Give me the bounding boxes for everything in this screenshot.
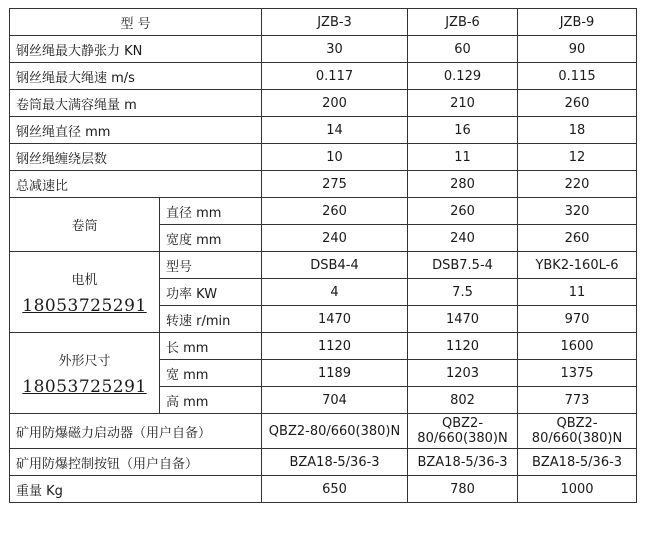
cell-value: 11 — [408, 144, 518, 171]
row-label: 钢丝绳缠绕层数 — [10, 144, 262, 171]
cell-value: 14 — [262, 117, 408, 144]
cell-value: 275 — [262, 171, 408, 198]
group-label-drum: 卷筒 — [10, 198, 160, 252]
sub-label: 长 mm — [160, 333, 262, 360]
table-row — [10, 144, 637, 171]
sub-label: 宽 mm — [160, 360, 262, 387]
cell-value: 802 — [408, 387, 518, 414]
cell-value: 1189 — [262, 360, 408, 387]
cell-value: QBZ2-80/660(380)N — [518, 414, 637, 449]
cell-value: 260 — [518, 225, 637, 252]
cell-value: 240 — [408, 225, 518, 252]
model-header: JZB-6 — [408, 9, 518, 36]
sub-label: 直径 mm — [160, 198, 262, 225]
table-row — [10, 476, 637, 503]
cell-value: 1203 — [408, 360, 518, 387]
cell-value: 16 — [408, 117, 518, 144]
cell-value: QBZ2-80/660(380)N — [408, 414, 518, 449]
cell-value: 1470 — [262, 306, 408, 333]
header-label: 型 号 — [10, 9, 262, 36]
row-label: 重量 Kg — [10, 476, 262, 503]
row-label: 矿用防爆磁力启动器（用户自备） — [10, 414, 262, 449]
spec-table — [9, 8, 637, 503]
cell-value: 1000 — [518, 476, 637, 503]
cell-value: DSB4-4 — [262, 252, 408, 279]
cell-value: 90 — [518, 36, 637, 63]
header-row — [10, 9, 637, 36]
cell-value: BZA18-5/36-3 — [408, 449, 518, 476]
cell-value: 260 — [262, 198, 408, 225]
table-row — [10, 90, 637, 117]
sub-label: 高 mm — [160, 387, 262, 414]
table-row — [10, 117, 637, 144]
table-row — [10, 333, 637, 360]
dimensions-label: 外形尺寸 — [58, 353, 111, 369]
cell-value: 240 — [262, 225, 408, 252]
cell-value: 280 — [408, 171, 518, 198]
cell-value: 1470 — [408, 306, 518, 333]
cell-value: 10 — [262, 144, 408, 171]
cell-value: 0.129 — [408, 63, 518, 90]
cell-value: 970 — [518, 306, 637, 333]
table-row — [10, 198, 637, 225]
phone-watermark: 18053725291 — [22, 376, 147, 397]
table-row — [10, 252, 637, 279]
cell-value: 210 — [408, 90, 518, 117]
cell-value: 650 — [262, 476, 408, 503]
model-header: JZB-3 — [262, 9, 408, 36]
row-label: 钢丝绳最大静张力 KN — [10, 36, 262, 63]
cell-value: QBZ2-80/660(380)N — [262, 414, 408, 449]
cell-value: 220 — [518, 171, 637, 198]
cell-value: 7.5 — [408, 279, 518, 306]
table-row — [10, 36, 637, 63]
table-row — [10, 63, 637, 90]
sub-label: 宽度 mm — [160, 225, 262, 252]
cell-value: 704 — [262, 387, 408, 414]
row-label: 总减速比 — [10, 171, 262, 198]
cell-value: 200 — [262, 90, 408, 117]
phone-watermark: 18053725291 — [22, 295, 147, 316]
cell-value: 1120 — [262, 333, 408, 360]
cell-value: 18 — [518, 117, 637, 144]
cell-value: 320 — [518, 198, 637, 225]
cell-value: 11 — [518, 279, 637, 306]
cell-value: 1375 — [518, 360, 637, 387]
table-row — [10, 171, 637, 198]
sub-label: 转速 r/min — [160, 306, 262, 333]
sub-label: 型号 — [160, 252, 262, 279]
cell-value: 60 — [408, 36, 518, 63]
table-row — [10, 414, 637, 449]
cell-value: 1120 — [408, 333, 518, 360]
row-label: 钢丝绳最大绳速 m/s — [10, 63, 262, 90]
row-label: 矿用防爆控制按钮（用户自备） — [10, 449, 262, 476]
model-header: JZB-9 — [518, 9, 637, 36]
row-label: 卷筒最大满容绳量 m — [10, 90, 262, 117]
cell-value: 260 — [518, 90, 637, 117]
sub-label: 功率 KW — [160, 279, 262, 306]
group-label-motor — [10, 252, 160, 333]
motor-label: 电机 — [71, 272, 98, 288]
cell-value: 30 — [262, 36, 408, 63]
group-label-dimensions — [10, 333, 160, 414]
cell-value: BZA18-5/36-3 — [262, 449, 408, 476]
cell-value: 4 — [262, 279, 408, 306]
table-row — [10, 449, 637, 476]
cell-value: YBK2-160L-6 — [518, 252, 637, 279]
cell-value: 780 — [408, 476, 518, 503]
cell-value: 773 — [518, 387, 637, 414]
cell-value: 1600 — [518, 333, 637, 360]
cell-value: 12 — [518, 144, 637, 171]
cell-value: BZA18-5/36-3 — [518, 449, 637, 476]
cell-value: 0.117 — [262, 63, 408, 90]
row-label: 钢丝绳直径 mm — [10, 117, 262, 144]
cell-value: 260 — [408, 198, 518, 225]
cell-value: 0.115 — [518, 63, 637, 90]
cell-value: DSB7.5-4 — [408, 252, 518, 279]
